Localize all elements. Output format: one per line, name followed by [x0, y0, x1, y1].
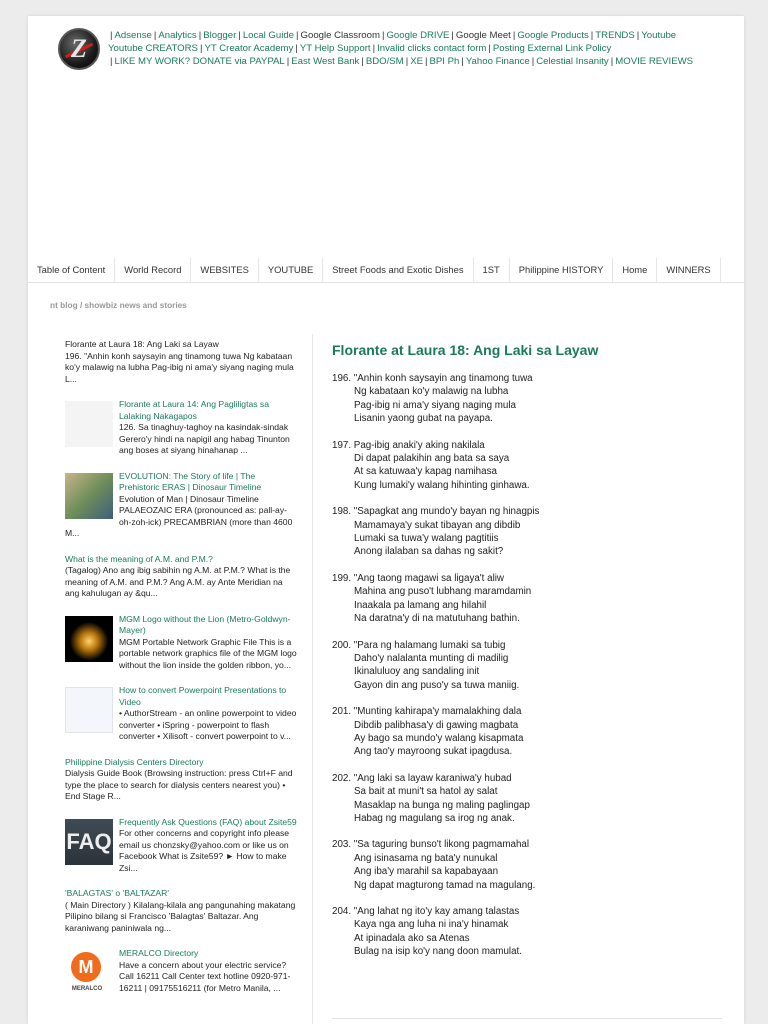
post-thumbnail[interactable] [65, 401, 113, 447]
poem-line: Habag ng magulang sa irog ng anak. [354, 812, 515, 824]
header-link[interactable]: LIKE MY WORK? DONATE via PAYPAL [114, 56, 285, 67]
header-link[interactable]: Google Products [517, 30, 589, 41]
header-link[interactable]: Invalid clicks contact form [377, 43, 487, 54]
link-separator: | [512, 30, 516, 41]
post-body [332, 342, 732, 972]
popular-post-title[interactable]: EVOLUTION: The Story of life | The Prehistoric ERAS | Dinosaur Timeline [119, 470, 262, 492]
header-link[interactable]: BPI Ph [429, 56, 460, 67]
poem-line: Kaya nga ang luha ni ina'y hinamak [354, 919, 509, 931]
header-link[interactable]: East West Bank [291, 56, 360, 67]
main-nav [28, 258, 744, 283]
poem-line: Na daratna'y di na matutuhang bathin. [354, 613, 520, 625]
header-link[interactable]: YT Help Support [299, 43, 371, 54]
poem-line: 199. "Ang taong magawi sa ligaya't aliw [332, 572, 504, 584]
poem-line: Ay bago sa mundo'y walang kisapmata [354, 732, 524, 744]
nav-tab[interactable]: Home [613, 258, 657, 282]
popular-post-title[interactable]: Frequently Ask Questions (FAQ) about Zsite59 [119, 816, 297, 827]
poem-line: Masaklap na bunga ng maling paglingap [354, 799, 530, 811]
header-link[interactable]: TRENDS [595, 30, 635, 41]
link-separator: | [198, 30, 202, 41]
header-link[interactable]: Blogger [203, 30, 237, 41]
link-separator: | [295, 43, 298, 54]
popular-post-item [65, 888, 297, 934]
post-thumbnail[interactable] [65, 616, 113, 662]
poem-line: Mahina ang puso't lubhang maramdamin [354, 586, 532, 598]
link-separator: | [153, 30, 157, 41]
header-link[interactable]: Google Classroom [300, 30, 380, 41]
popular-post-snippet: 196. "Anhin konh saysayin ang tinamong tuwa Ng kabataan ko'y malawig na lubha Pag-ibig ni ama'y siyang naging mula L... [65, 350, 294, 384]
header-links [108, 29, 738, 68]
poem-stanza [332, 639, 732, 693]
post-thumbnail[interactable] [65, 950, 113, 996]
header-link[interactable]: Youtube [641, 30, 677, 41]
header-link[interactable]: Local Guide [242, 30, 295, 41]
popular-post-title[interactable]: 'BALAGTAS' o 'BALTAZAR' [65, 888, 169, 898]
header-link[interactable]: Analytics [158, 30, 197, 41]
header-link[interactable]: YT Creator Academy [204, 43, 294, 54]
poem-line: Lumaki sa tuwa'y walang pagtitiis [354, 533, 499, 545]
poem-stanza [332, 372, 732, 426]
poem-line: 204. "Ang lahat ng ito'y kay amang talastas [332, 906, 520, 917]
header-link[interactable]: Google DRIVE [386, 30, 450, 41]
post-title[interactable]: Florante at Laura 18: Ang Laki sa Layaw [332, 342, 599, 358]
link-separator: | [381, 30, 385, 41]
poem-line: Gayon din ang puso'y sa tuwa maniig. [354, 679, 520, 691]
header-link[interactable]: XE [410, 56, 423, 67]
popular-post-snippet: Evolution of Man | Dinosaur Timeline PALAEOZAIC ERA (pronounced as: pall-ay-oh-zoh-ick) PRECAMBRIAN (more than 4600 M... [65, 493, 293, 538]
logo-letter: Z [71, 34, 87, 63]
post-thumbnail[interactable] [65, 687, 113, 733]
link-separator: | [610, 56, 614, 67]
poem-line: 196. "Anhin konh saysayin ang tinamong tuwa [332, 373, 533, 384]
popular-post-snippet: • AuthorStream - an online powerpoint to video converter • iSpring - powerpoint to flash converter • Xilisoft - convert powerpoint to v... [119, 708, 297, 741]
header-link[interactable]: Posting External Link Policy [492, 43, 612, 54]
poem-line: Ng dapat magturong tamad na magulang. [354, 879, 536, 891]
header-link[interactable]: Adsense [114, 30, 152, 41]
nav-tab[interactable]: WINNERS [657, 258, 720, 282]
link-separator: | [296, 30, 299, 41]
link-separator: | [488, 43, 491, 54]
poem-line: Lisanin yaong gubat na payapa. [354, 413, 493, 425]
poem-stanza [332, 705, 732, 759]
poem-line: Ng kabataan ko'y malawig na lubha [354, 386, 509, 398]
poem-line: At sa katuwaa'y kapag namihasa [354, 466, 497, 478]
nav-tab[interactable]: Street Foods and Exotic Dishes [323, 258, 473, 282]
poem-line: Anong ilalaban sa dahas ng sakit? [354, 546, 504, 558]
popular-post-title[interactable]: Florante at Laura 18: Ang Laki sa Layaw [65, 339, 219, 349]
nav-tab[interactable]: WEBSITES [191, 258, 258, 282]
link-separator: | [361, 56, 364, 67]
link-separator: | [199, 43, 203, 54]
nav-tab[interactable]: YOUTUBE [259, 258, 323, 282]
poem-stanzas [332, 372, 732, 959]
blog-description: nt blog / showbiz news and stories [50, 300, 187, 310]
header-link[interactable]: Google Meet [455, 30, 511, 41]
link-separator: | [461, 56, 464, 67]
poem-line: Sa bait at muni't sa hatol ay salat [354, 786, 498, 798]
popular-post-item [65, 685, 297, 743]
nav-tab[interactable]: 1ST [474, 258, 510, 282]
popular-post-snippet: Have a concern about your electric service? Call 16211 Call Center text hotline 0920-971-16211 | 09175516211 (for Metro Manila, ... [119, 959, 291, 993]
popular-post-item [65, 948, 297, 998]
popular-post-item [65, 554, 297, 600]
page-container [28, 16, 744, 1024]
poem-line: Ang tao'y mayroong sukat ipagdusa. [354, 746, 513, 758]
link-separator: | [405, 56, 409, 67]
link-separator: | [286, 56, 290, 67]
link-separator: | [110, 56, 113, 67]
poem-line: Mamamaya'y sukat tibayan ang dibdib [354, 519, 521, 531]
header-link[interactable]: Celestial Insanity [536, 56, 609, 67]
link-separator: | [636, 30, 640, 41]
popular-post-title[interactable]: How to convert Powerpoint Presentations to Video [119, 685, 287, 707]
link-separator: | [372, 43, 376, 54]
poem-stanza [332, 505, 732, 559]
poem-line: 200. "Para ng halamang lumaki sa tubig [332, 639, 506, 651]
poem-line: 203. "Sa taguring bunso't likong pagmamahal [332, 839, 530, 851]
popular-post-snippet: For other concerns and copyright info please email us chonzsky@yahoo.com or like us on Facebook What is Zsite59? ► How to make Zsi... [119, 828, 290, 873]
header-link[interactable]: MOVIE REVIEWS [615, 56, 694, 67]
poem-stanza [332, 439, 732, 493]
poem-line: Kung lumaki'y walang hihinting ginhawa. [354, 479, 530, 491]
meralco-logo-text: MERALCO [71, 986, 103, 992]
header-link[interactable]: Youtube CREATORS [108, 43, 198, 54]
bottom-divider [332, 1018, 722, 1019]
popular-post-item [65, 471, 297, 540]
popular-posts [65, 339, 297, 1012]
poem-stanza [332, 572, 732, 626]
poem-line: 198. "Sapagkat ang mundo'y bayan ng hinagpis [332, 506, 540, 518]
link-separator: | [531, 56, 535, 67]
popular-post-snippet: MGM Portable Network Graphic File This is a portable network graphics file of the MGM logo without the lion inside the golden ribbon, yo... [119, 636, 297, 670]
link-separator: | [451, 30, 454, 41]
poem-line: Inaakala pa lamang ang hilahil [354, 599, 487, 611]
nav-tab[interactable]: Philippine HISTORY [510, 258, 614, 282]
popular-post-snippet: Dialysis Guide Book (Browsing instruction: press Ctrl+F and type the place to search for dialysis centers nearest you) • End Stage R... [65, 768, 293, 801]
popular-post-snippet: ( Main Directory ) Kilalang-kilala ang pangunahing makatang Pilipino bilang si Francisco 'Balagtas' Baltazar. Ang karaniwang paniniwala ng... [65, 899, 296, 933]
header-link[interactable]: Yahoo Finance [465, 56, 530, 67]
popular-post-title[interactable]: What is the meaning of A.M. and P.M.? [65, 553, 213, 564]
popular-post-snippet: (Tagalog) Ano ang ibig sabihin ng A.M. at P.M.? What is the meaning of A.M. and P.M.? Ang A.M. ay Ante Meridian na ang kahulugan ay &qu... [65, 565, 291, 598]
column-divider [312, 334, 313, 1024]
poem-stanza [332, 772, 732, 826]
poem-line: Ang isinasama ng bata'y nunukal [354, 852, 498, 864]
poem-line: Bulag na isip ko'y nang doon mamulat. [354, 946, 522, 958]
meralco-logo-icon: M [71, 952, 101, 982]
nav-tab[interactable]: Table of Content [28, 258, 115, 282]
popular-post-title[interactable]: Philippine Dialysis Centers Directory [65, 756, 204, 767]
popular-post-title[interactable]: MERALCO Directory [119, 948, 199, 958]
link-separator: | [238, 30, 241, 41]
popular-post-item [65, 399, 297, 457]
poem-line: 197. Pag-ibig anaki'y aking nakilala [332, 439, 485, 451]
poem-line: Daho'y nalalanta munting di madilig [354, 652, 509, 664]
poem-line: Pag-ibig ni ama'y siyang naging mula [354, 399, 516, 411]
popular-post-snippet: 126. Sa tinaghuy-taghoy na kasindak-sindak Gerero'y hindi na napigil ang habag Tinunton ang boses at siyang hinahanap ... [119, 422, 290, 455]
link-separator: | [590, 30, 594, 41]
poem-line: Ikinaluluoy ang sandaling init [354, 666, 480, 678]
poem-line: 202. "Ang laki sa layaw karaniwa'y hubad [332, 772, 512, 784]
poem-line: 201. "Munting kahirapa'y mamalakhing dala [332, 706, 522, 718]
link-separator: | [425, 56, 428, 67]
popular-post-item [65, 614, 297, 672]
poem-stanza [332, 905, 732, 959]
nav-tab[interactable]: World Record [115, 258, 191, 282]
poem-line: Dibdib palibhasa'y di gawing magbata [354, 719, 519, 731]
popular-post-item [65, 817, 297, 875]
header-link[interactable]: BDO/SM [365, 56, 404, 67]
popular-post-item [65, 757, 297, 803]
poem-stanza [332, 838, 732, 892]
poem-line: Ang iba'y marahil sa kapabayaan [354, 866, 499, 878]
popular-post-title[interactable]: MGM Logo without the Lion (Metro-Goldwyn-Mayer) [119, 613, 291, 635]
post-thumbnail[interactable]: FAQ [65, 819, 113, 865]
popular-post-item [65, 339, 297, 385]
poem-line: Di dapat palakihin ang bata sa saya [354, 453, 510, 465]
site-logo[interactable] [58, 28, 100, 70]
popular-post-title[interactable]: Florante at Laura 14: Ang Pagliligtas sa Lalaking Nakagapos [119, 399, 270, 421]
post-thumbnail[interactable] [65, 473, 113, 519]
link-separator: | [110, 30, 113, 41]
poem-line: At ipinadala ako sa Atenas [354, 932, 470, 944]
